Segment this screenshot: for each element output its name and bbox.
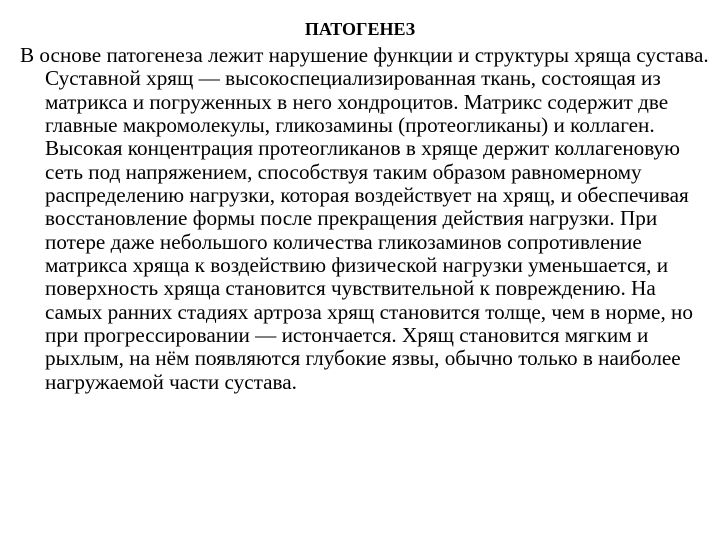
slide-body-paragraph: В основе патогенеза лежит нарушение функции и структуры хряща сустава. Суставной хрящ — высокоспециализированная ткань, состоящая из матрикса и погруженных в него хондроцитов. Матрикс содержит две главные макромолекулы, гликозамины (протеогликаны) и коллаген. Высокая концентрация протеогликанов в хряще держит коллагеновую сеть под напряжением, способствуя таким образом равномерному распределению нагрузки, которая воздействует на хрящ, и обеспечивая восстановление формы после прекращения действия нагрузки. При потере даже небольшого количества гликозаминов сопротивление матрикса хряща к воздействию физической нагрузки уменьшается, и поверхность хряща становится чувствительной к повреждению. На самых ранних стадиях артроза хрящ становится толще, чем в норме, но при прогрессировании — истончается. Хрящ становится мягким и рыхлым, на нём появляются глубокие язвы, обычно только в наиболее нагружаемой части сустава. — [20, 43, 709, 394]
slide-title: ПАТОГЕНЕЗ — [304, 19, 416, 39]
